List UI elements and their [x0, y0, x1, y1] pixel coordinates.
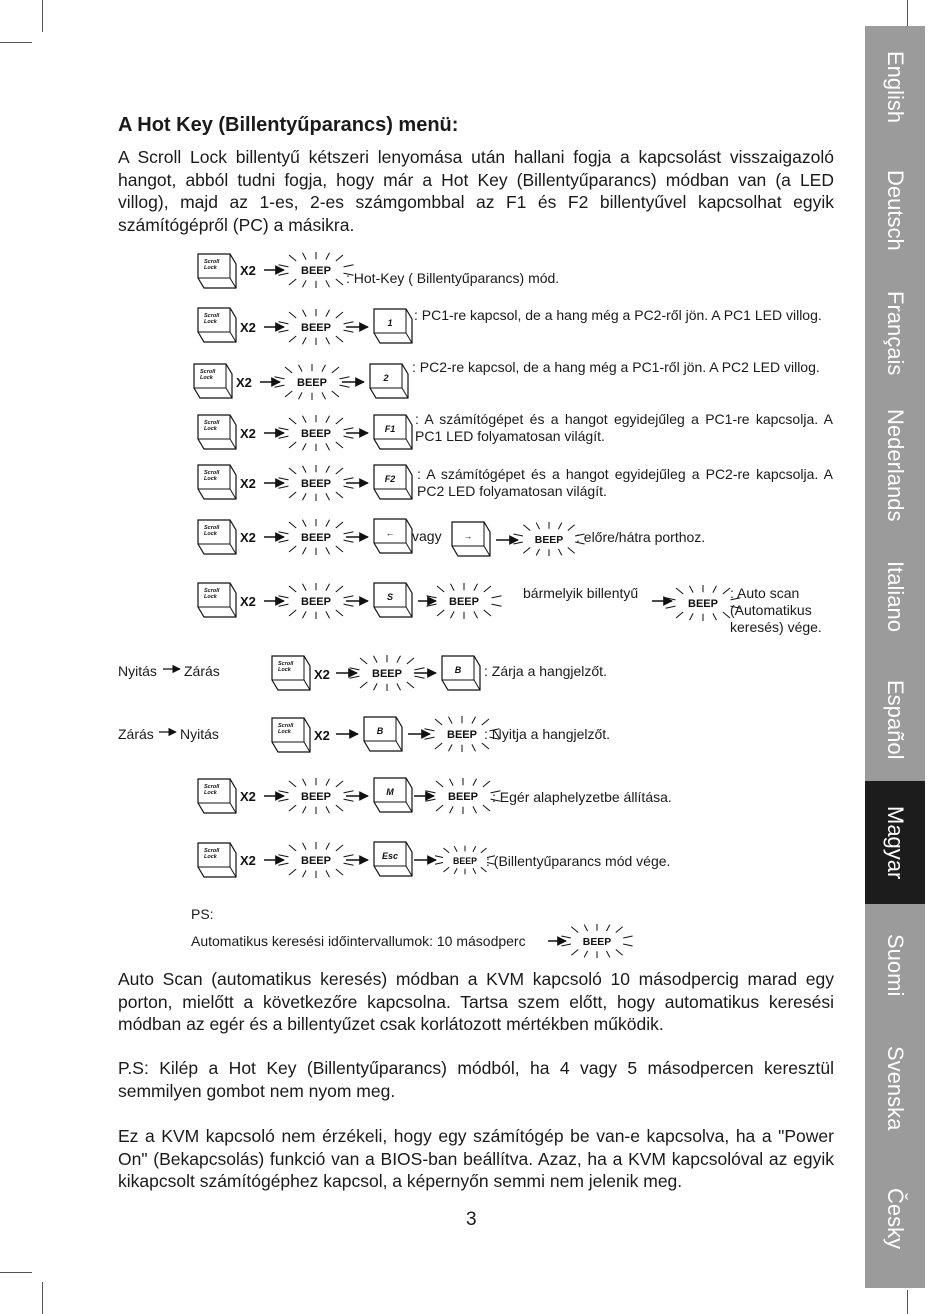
key-lock-label: Lock — [204, 854, 217, 860]
key-lock-label: Lock — [204, 531, 217, 537]
key-label: S — [386, 592, 394, 602]
scroll-lock-key — [198, 254, 236, 288]
beep-label: BEEP — [582, 937, 612, 948]
key-scroll-label: Scroll — [278, 661, 294, 667]
times-two-label: X2 — [240, 594, 256, 609]
key-lock-label: Lock — [204, 476, 217, 482]
times-two-label: X2 — [240, 789, 256, 804]
key-scroll-label: Scroll — [200, 369, 216, 375]
key-scroll-label: Scroll — [204, 784, 220, 790]
key-← — [374, 519, 412, 553]
lang-tab-svenska[interactable]: Svenska — [883, 1046, 908, 1131]
key-label: 1 — [387, 318, 393, 328]
autoscan-paragraph: Auto Scan (automatikus keresés) módban a KVM kapcsoló 10 másodpercig marad egy porton, mielőtt a következőre kapcsolna. Tartsa szem előtt, hogy automatikus keresési módban az egér és a billentyűzet csak korlátozott mértékben működik. — [118, 969, 834, 1034]
beep-burst — [427, 583, 502, 619]
beep-burst — [513, 522, 584, 556]
beep-label: BEEP — [301, 532, 331, 544]
key-esc — [374, 842, 412, 876]
page-title: A Hot Key (Billentyűparancs) menü: — [118, 114, 459, 136]
lang-tab-english[interactable]: English — [883, 51, 908, 124]
scroll-lock-key — [198, 779, 236, 813]
ps-label: PS: — [191, 906, 214, 922]
key-2 — [370, 364, 408, 398]
beep-burst — [275, 364, 350, 400]
key-b — [364, 717, 402, 751]
scroll-lock-key — [272, 718, 310, 752]
key-f1 — [374, 415, 412, 449]
key-label: M — [386, 787, 394, 797]
beep-burst — [279, 842, 354, 878]
crop-mark — [42, 1282, 43, 1314]
key-label: F1 — [384, 424, 396, 434]
beep-burst — [561, 924, 632, 958]
key-lock-label: Lock — [204, 594, 217, 600]
scroll-lock-key — [198, 520, 236, 554]
buzzer-close-to: Zárás — [184, 663, 220, 679]
lang-tab-espanol[interactable]: Español — [883, 679, 908, 760]
scroll-lock-key — [198, 465, 236, 499]
scroll-lock-key — [198, 843, 236, 877]
times-two-label: X2 — [240, 476, 256, 491]
key-label: 2 — [383, 373, 389, 383]
lang-tab-suomi[interactable]: Suomi — [883, 934, 908, 997]
or-label: vagy — [412, 528, 442, 544]
beep-label: BEEP — [448, 791, 478, 803]
beep-label: BEEP — [301, 791, 331, 803]
key-scroll-label: Scroll — [204, 313, 220, 319]
beep-burst — [279, 309, 354, 345]
scroll-lock-key — [194, 364, 232, 398]
crop-mark — [0, 1272, 32, 1273]
key-lock-label: Lock — [278, 667, 291, 673]
scroll-lock-key — [198, 308, 236, 342]
key-label: ← — [385, 528, 395, 538]
times-two-label: X2 — [240, 320, 256, 335]
key-m — [374, 778, 412, 812]
beep-label: BEEP — [301, 478, 331, 490]
scroll-lock-key — [272, 656, 310, 690]
f2-switch-desc: : A számítógépet és a hangot egyidejűleg a PC2-re kapcsolja. A PC2 LED folyamatosan világít. — [417, 466, 833, 499]
pc2-switch-desc: : PC2-re kapcsol, de a hang még a PC1-ről jön. A PC2 LED villog. — [412, 359, 820, 375]
beep-label: BEEP — [301, 265, 331, 277]
lang-tab-francais[interactable]: Français — [883, 291, 908, 376]
pc1-switch-desc: : PC1-re kapcsol, de a hang még a PC2-ről jön. A PC1 LED villog. — [414, 307, 822, 323]
buzzer-close-from: Nyitás — [118, 663, 157, 679]
buzzer-close-desc: : Zárja a hangjelzőt. — [484, 663, 607, 679]
beep-label: BEEP — [297, 377, 327, 389]
beep-burst — [279, 252, 354, 288]
beep-label: BEEP — [453, 856, 477, 866]
beep-burst — [426, 778, 501, 814]
key-lock-label: Lock — [204, 265, 217, 271]
key-lock-label: Lock — [278, 729, 291, 735]
scroll-lock-key — [198, 415, 236, 449]
times-two-label: X2 — [240, 426, 256, 441]
key-label: B — [454, 665, 462, 675]
scroll-lock-key — [198, 583, 236, 617]
beep-label: BEEP — [301, 855, 331, 867]
key-scroll-label: Scroll — [204, 848, 220, 854]
key-right-arrow — [452, 522, 490, 556]
times-two-label: X2 — [240, 263, 256, 278]
beep-label: BEEP — [301, 596, 331, 608]
times-two-label: X2 — [314, 728, 330, 743]
power-on-paragraph: Ez a KVM kapcsoló nem érzékeli, hogy egy számítógép be van-e kapcsolva, ha a "Power On" (Bekapcsolás) funkció van a BIOS-ban beállítva. Azaz, ha a KVM kapcsolóval az egyik kikapcsolt számítógéphez kapcsol, a képernyőn semmi nem jelenik meg. — [118, 1126, 834, 1191]
key-scroll-label: Scroll — [204, 259, 220, 265]
times-two-label: X2 — [236, 375, 252, 390]
beep-burst — [350, 655, 425, 691]
beep-label: BEEP — [688, 598, 718, 610]
buzzer-open-desc: : Nyitja a hangjelzőt. — [484, 726, 611, 742]
any-key-label: bármelyik billentyű — [523, 585, 639, 601]
beep-burst — [279, 415, 354, 451]
hotkey-mode-desc: : Hot-Key ( Billentyűparancs) mód. — [346, 270, 560, 286]
beep-label: BEEP — [372, 668, 402, 680]
key-f2 — [374, 465, 412, 499]
lang-tab-italiano[interactable]: Italiano — [883, 561, 908, 632]
exit-note-paragraph: P.S: Kilép a Hot Key (Billentyűparancs) módból, ha 4 vagy 5 másodpercen keresztül semmilyen gombot nem nyom meg. — [118, 1058, 834, 1101]
key-b — [442, 656, 480, 690]
times-two-label: X2 — [314, 667, 330, 682]
key-lock-label: Lock — [204, 790, 217, 796]
key-s — [374, 583, 412, 617]
key-scroll-label: Scroll — [204, 588, 220, 594]
autoscan-end-desc: : Auto scan (Automatikus keresés) vége. — [730, 585, 822, 635]
beep-label: BEEP — [447, 729, 477, 741]
beep-label: BEEP — [301, 428, 331, 440]
key-1 — [374, 309, 412, 343]
beep-burst — [279, 465, 354, 501]
mouse-reset-desc: : Egér alaphelyzetbe állítása. — [492, 789, 672, 805]
beep-burst — [279, 778, 354, 814]
beep-label: BEEP — [301, 322, 331, 334]
language-sidebar — [865, 26, 925, 1288]
key-scroll-label: Scroll — [204, 420, 220, 426]
intro-paragraph: A Scroll Lock billentyű kétszeri lenyomása után hallani fogja a kapcsolást visszaigazoló hangot, abból tudni fogja, hogy már a Hot Key (Billentyűparancs) módban van (a LED villog), majd az 1-es, 2-es számgombbal az F1 és F2 billentyűvel kapcsolhat egyik számítógépről (PC) a másikra. — [118, 147, 834, 235]
beep-burst — [279, 583, 354, 619]
beep-label: BEEP — [534, 535, 564, 546]
key-lock-label: Lock — [200, 375, 213, 381]
lang-tab-nederlands[interactable]: Nederlands — [883, 408, 908, 522]
key-label: Esc — [381, 851, 399, 861]
hotkey-exit-desc: : (Billentyűparancs mód vége. — [486, 853, 671, 869]
times-two-label: X2 — [240, 853, 256, 868]
crop-mark — [907, 1290, 908, 1314]
beep-label: BEEP — [449, 596, 479, 608]
times-two-label: X2 — [240, 530, 256, 545]
ps-interval-text: Automatikus keresési időintervallumok: 10 másodperc — [191, 933, 526, 949]
key-label: F2 — [384, 474, 396, 484]
key-scroll-label: Scroll — [204, 470, 220, 476]
buzzer-open-to: Nyitás — [180, 726, 219, 742]
f1-switch-desc: : A számítógépet és a hangot egyidejűleg a PC1-re kapcsolja. A PC1 LED folyamatosan világít. — [415, 411, 833, 444]
crop-mark — [907, 0, 908, 26]
key-label: → — [463, 531, 473, 541]
lang-tab-magyar[interactable]: Magyar — [865, 781, 925, 904]
page-number: 3 — [466, 1209, 477, 1230]
buzzer-open-from: Zárás — [118, 726, 154, 742]
key-lock-label: Lock — [204, 319, 217, 325]
lang-tab-cesky[interactable]: Česky — [883, 1188, 908, 1250]
lang-tab-deutsch[interactable]: Deutsch — [883, 170, 908, 251]
port-nav-desc: : előre/hátra porthoz. — [576, 529, 706, 545]
key-label: B — [376, 726, 384, 736]
key-scroll-label: Scroll — [204, 525, 220, 531]
key-lock-label: Lock — [204, 426, 217, 432]
key-scroll-label: Scroll — [278, 723, 294, 729]
beep-burst — [279, 519, 354, 555]
